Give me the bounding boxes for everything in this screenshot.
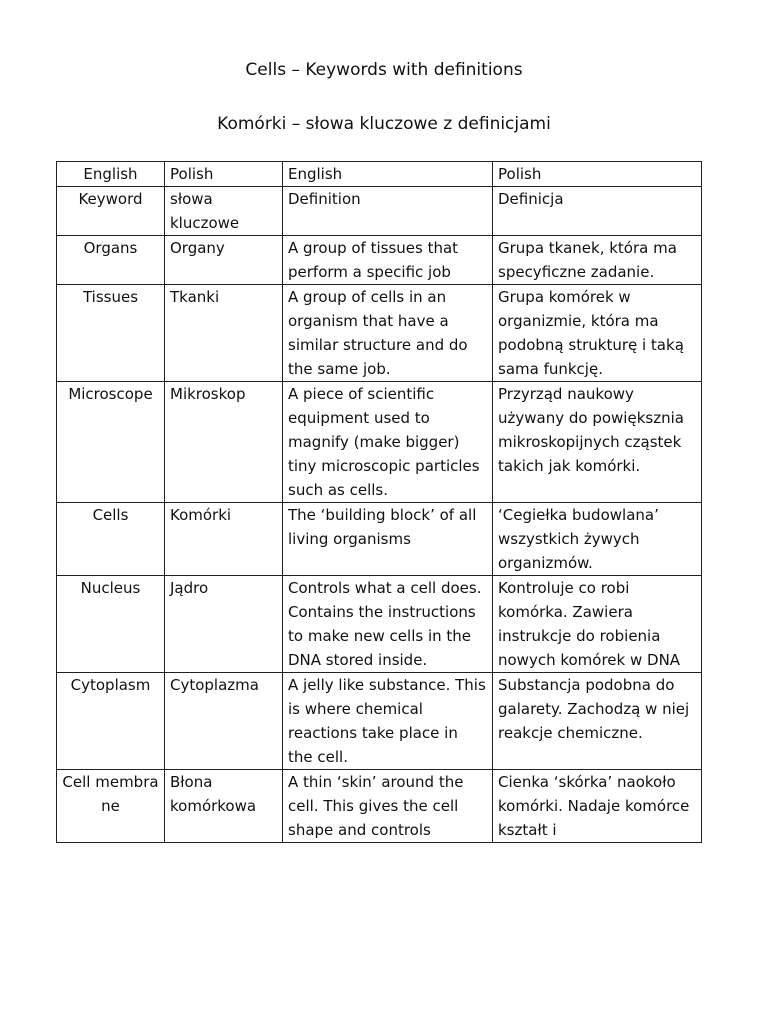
keyword-pl-cell: Błona komórkowa (165, 770, 283, 843)
table-row (57, 770, 702, 843)
definition-en-cell: A group of cells in an organism that have a similar structure and do the same job. (283, 285, 493, 382)
definition-pl-cell: Kontroluje co robi komórka. Zawiera instrukcje do robienia nowych komórek w DNA (493, 576, 702, 673)
definition-en-cell: Controls what a cell does. Contains the instructions to make new cells in the DNA stored inside. (283, 576, 493, 673)
table-header-row (57, 162, 702, 187)
definition-pl-cell: Cienka ‘skórka’ naokoło komórki. Nadaje komórce kształt i (493, 770, 702, 843)
keyword-pl-cell: Jądro (165, 576, 283, 673)
header-cell: English (283, 162, 493, 187)
keyword-en-cell: Cells (57, 503, 165, 576)
keyword-en-cell: Organs (57, 236, 165, 285)
table-row (57, 285, 702, 382)
definition-pl-cell: Grupa tkanek, która ma specyficzne zadanie. (493, 236, 702, 285)
header-cell: Definition (283, 187, 493, 236)
keyword-en-cell: Microscope (57, 382, 165, 503)
keywords-table (56, 161, 702, 843)
definition-en-cell: The ‘building block’ of all living organisms (283, 503, 493, 576)
table-row (57, 236, 702, 285)
keyword-pl-cell: Tkanki (165, 285, 283, 382)
keyword-en-cell: Cytoplasm (57, 673, 165, 770)
definition-en-cell: A thin ‘skin’ around the cell. This gives the cell shape and controls (283, 770, 493, 843)
header-cell: Keyword (57, 187, 165, 236)
table-row (57, 576, 702, 673)
page-title: Cells – Keywords with definitions (245, 60, 523, 80)
definition-pl-cell: Substancja podobna do galarety. Zachodzą w niej reakcje chemiczne. (493, 673, 702, 770)
definition-en-cell: A jelly like substance. This is where chemical reactions take place in the cell. (283, 673, 493, 770)
table-row (57, 503, 702, 576)
definition-pl-cell: Przyrząd naukowy używany do powiększnia mikroskopijnych cząstek takich jak komórki. (493, 382, 702, 503)
page-subtitle: Komórki – słowa kluczowe z definicjami (217, 114, 551, 134)
header-cell: Polish (493, 162, 702, 187)
header-cell: Definicja (493, 187, 702, 236)
header-cell: Polish (165, 162, 283, 187)
definition-pl-cell: ‘Cegiełka budowlana’ wszystkich żywych organizmów. (493, 503, 702, 576)
table-row (57, 382, 702, 503)
table-header-row (57, 187, 702, 236)
keyword-pl-cell: Organy (165, 236, 283, 285)
keyword-en-cell: Tissues (57, 285, 165, 382)
keyword-en-cell: Nucleus (57, 576, 165, 673)
keyword-pl-cell: Mikroskop (165, 382, 283, 503)
keyword-pl-cell: Komórki (165, 503, 283, 576)
keyword-en-cell: Cell membrane (57, 770, 165, 843)
definition-en-cell: A group of tissues that perform a specific job (283, 236, 493, 285)
header-cell: słowa kluczowe (165, 187, 283, 236)
keyword-pl-cell: Cytoplazma (165, 673, 283, 770)
table-row (57, 673, 702, 770)
definition-pl-cell: Grupa komórek w organizmie, która ma podobną strukturę i taką sama funkcję. (493, 285, 702, 382)
definition-en-cell: A piece of scientific equipment used to magnify (make bigger) tiny microscopic particles such as cells. (283, 382, 493, 503)
header-cell: English (57, 162, 165, 187)
